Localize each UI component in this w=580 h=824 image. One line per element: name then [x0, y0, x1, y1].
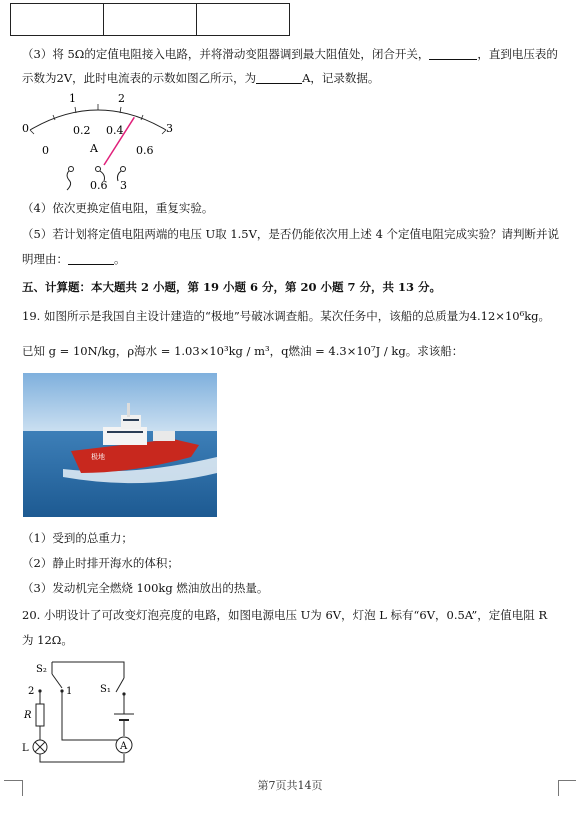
q5-line2	[22, 251, 126, 267]
q19-intro	[22, 308, 550, 324]
q19-sub2: （2）静止时排开海水的体积；	[22, 556, 179, 570]
q19-given	[22, 343, 463, 359]
meter-outer-label-1: 1	[69, 92, 76, 105]
q5-blank[interactable]	[68, 252, 114, 265]
terminal-3	[121, 167, 126, 172]
terminal-minus	[69, 167, 74, 172]
q19-sub1: （1）受到的总重力；	[22, 531, 133, 545]
q19-intro-text: 19. 如图所示是我国自主设计建造的“极地”号破冰调查船。某次任务中，该船的总质量为	[22, 309, 470, 323]
terminal-0-6	[96, 167, 101, 172]
terminal-label-0-6: 0.6	[90, 179, 108, 192]
meter-outer-label-2: 2	[118, 92, 125, 105]
meter-outer-label-0: 0	[22, 122, 29, 135]
q19-mass: 4.12×10⁶kg。	[469, 309, 551, 323]
resistor-label: R	[24, 710, 32, 721]
meter-outer-label-3: 3	[166, 122, 173, 135]
meter-inner-label-3: 0.6	[136, 144, 154, 157]
q3-line1	[22, 46, 558, 62]
q3-text-a: （3）将 5Ω的定值电阻接入电路，并将滑动变阻器调到最大阻值处，闭合开关，	[22, 47, 430, 61]
q19-sub3: （3）发动机完全燃烧 100kg 燃油放出的热量。	[22, 581, 269, 595]
q20-line2: 为 12Ω。	[22, 633, 73, 647]
table-cell	[197, 4, 290, 36]
q19-given-rho: ρ海水 = 1.03×10³kg / m³，	[127, 344, 282, 358]
resistor-R	[36, 704, 44, 726]
q3-text-b: ，直到电压表的	[477, 47, 558, 61]
meter-inner-label-1: 0.2	[73, 124, 91, 137]
page-footer: 第7页共14页	[257, 779, 323, 792]
contact-s1	[122, 692, 125, 695]
contact-1	[60, 689, 63, 692]
contact-2	[38, 689, 41, 692]
answer-table	[10, 3, 290, 36]
contact-2-label: 2	[28, 686, 35, 697]
q5-text-a: 明理由：	[22, 252, 68, 266]
ship-photo	[23, 373, 217, 517]
q3-blank-1[interactable]	[429, 47, 477, 60]
circuit-wires	[40, 662, 124, 762]
q3-line2	[22, 70, 379, 86]
ship-deck-house	[153, 431, 175, 441]
q3-blank-2[interactable]	[256, 71, 302, 84]
meter-unit: A	[90, 142, 98, 155]
meter-ticks	[30, 104, 166, 134]
meter-scale-arc	[30, 110, 166, 130]
meter-inner-label-0: 0	[42, 144, 49, 157]
meter-inner-label-2: 0.4	[106, 124, 124, 137]
q3-text-d: A，记录数据。	[302, 71, 380, 85]
ship-superstructure	[103, 427, 147, 445]
ship-bridge	[121, 415, 141, 429]
q19-given-g: 已知 g = 10N/kg，	[22, 344, 128, 358]
q19-given-q: q燃油 = 4.3×10⁷J / kg。求该船：	[281, 344, 464, 358]
switch-s1-label: S₁	[100, 684, 111, 695]
sky	[23, 373, 217, 435]
ammeter-figure	[20, 90, 190, 195]
terminal-label-3: 3	[120, 179, 127, 192]
ship-name-label: 极地	[91, 453, 105, 461]
q5-line1: （5）若计划将定值电阻两端的电压 U取 1.5V，是否仍能依次用上述 4 个定值电阻完成实验？请判断并说	[22, 227, 560, 241]
q20-line1: 20. 小明设计了可改变灯泡亮度的电路，如图电源电压 U为 6V，灯泡 L 标有“6V，0.5A”，定值电阻 R	[22, 608, 548, 622]
table-cell	[11, 4, 104, 36]
circuit-diagram	[20, 656, 140, 768]
ammeter-label: A	[120, 741, 128, 752]
table-cell	[104, 4, 197, 36]
q3-text-c: 示数为2V，此时电流表的示数如图乙所示，为	[22, 71, 257, 85]
switch-s2-label: S₂	[36, 664, 47, 675]
lamp-label: L	[22, 743, 29, 754]
contact-1-label: 1	[66, 686, 73, 697]
ship-mast	[127, 403, 130, 417]
q5-text-b: 。	[114, 252, 126, 266]
section-5-heading: 五、计算题：本大题共 2 小题，第 19 小题 6 分，第 20 小题 7 分，共 13 分。	[22, 280, 442, 294]
q4-line: （4）依次更换定值电阻，重复实验。	[22, 201, 214, 215]
